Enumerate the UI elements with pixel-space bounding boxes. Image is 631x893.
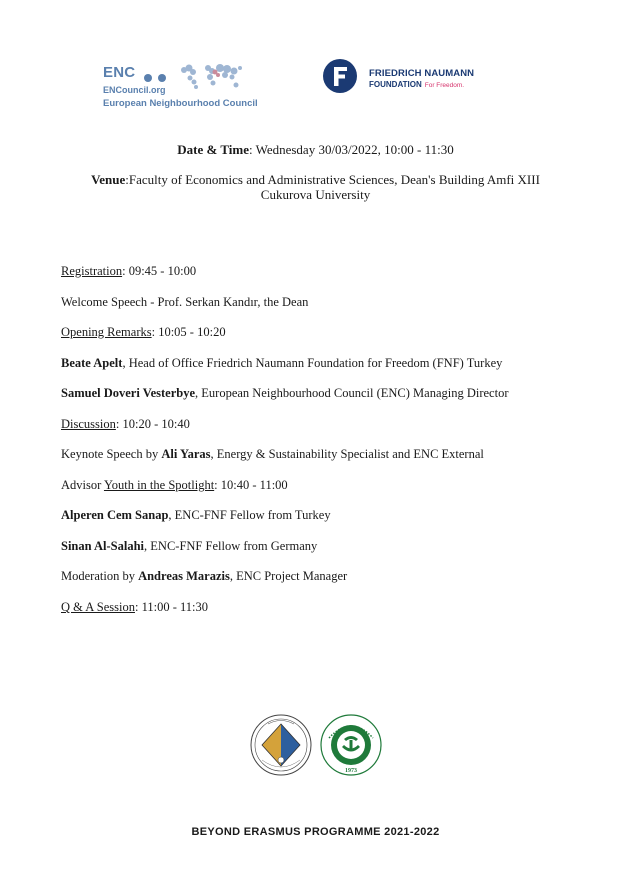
enc-logo-url: ENCouncil.org [103, 85, 166, 95]
agenda-qa [61, 600, 208, 615]
fellow1-name: Alperen Cem Sanap [61, 508, 169, 522]
speaker2-name: Samuel Doveri Vesterbye [61, 386, 196, 400]
agenda-discussion [61, 417, 190, 432]
fellow2-role: , ENC-FNF Fellow from Germany [144, 539, 318, 553]
discussion-time: : 10:20 - 10:40 [115, 417, 190, 431]
seal-year: 1973 [345, 768, 357, 774]
fnf-logo-line1: FRIEDRICH NAUMANN [369, 68, 475, 79]
moderation-role: , ENC Project Manager [229, 569, 348, 583]
keynote-name: Ali Yaras [161, 447, 211, 461]
youth-label: Youth in the Spotlight [103, 478, 215, 492]
agenda-moderation [61, 569, 347, 584]
keynote-role: , Energy & Sustainability Specialist and ENC External [210, 447, 484, 461]
advisor-text: Advisor [61, 478, 104, 492]
opening-time: : 10:05 - 10:20 [151, 325, 226, 339]
registration-label: Registration [61, 264, 123, 278]
qa-label: Q & A Session [61, 600, 135, 614]
enc-logo-name: European Neighbourhood Council [103, 98, 258, 109]
agenda-speaker-1 [61, 356, 502, 371]
fnf-logo [322, 58, 492, 98]
opening-label: Opening Remarks [61, 325, 152, 339]
agenda-registration [61, 264, 196, 279]
venue-line-2: Cukurova University [260, 187, 371, 202]
qa-time: : 11:00 - 11:30 [134, 600, 209, 614]
faculty-seal-icon [250, 714, 312, 776]
discussion-label: Discussion [61, 417, 116, 431]
keynote-prefix: Keynote Speech by [61, 447, 162, 461]
fnf-logo-line2: FOUNDATION For Freedom. [369, 80, 465, 89]
venue-line [0, 172, 631, 188]
datetime-value: : Wednesday 30/03/2022, 10:00 - 11:30 [248, 142, 454, 157]
world-map-icon [178, 60, 244, 92]
agenda-fellow-1 [61, 508, 331, 523]
fellow1-role: , ENC-FNF Fellow from Turkey [168, 508, 331, 522]
datetime-label: Date & Time [177, 142, 249, 157]
fnf-logo-icon [322, 58, 358, 94]
speaker1-name: Beate Apelt [61, 356, 123, 370]
agenda-keynote [61, 447, 484, 462]
fellow2-name: Sinan Al-Salahi [61, 539, 145, 553]
datetime-line [0, 142, 631, 158]
agenda-speaker-2 [61, 386, 508, 401]
agenda-fellow-2 [61, 539, 317, 554]
venue-value: :Faculty of Economics and Administrative Sciences, Dean's Building Amfi XIII [125, 172, 540, 187]
enc-logo [100, 58, 258, 114]
youth-time: : 10:40 - 11:00 [214, 478, 288, 492]
enc-logo-title: ENC [103, 64, 136, 81]
venue-label: Venue [91, 172, 126, 187]
agenda-youth [61, 478, 288, 493]
fnf-logo-tagline: For Freedom. [424, 82, 465, 89]
cukurova-university-seal-icon [320, 714, 382, 776]
speaker2-role: , European Neighbourhood Council (ENC) Managing Director [195, 386, 509, 400]
agenda-welcome: Welcome Speech - Prof. Serkan Kandır, the Dean [61, 295, 309, 309]
footer-programme: BEYOND ERASMUS PROGRAMME 2021-2022 [191, 826, 440, 838]
agenda-opening [61, 325, 226, 340]
speaker1-role: , Head of Office Friedrich Naumann Foundation for Freedom (FNF) Turkey [122, 356, 503, 370]
moderation-name: Andreas Marazis [138, 569, 230, 583]
moderation-prefix: Moderation by [61, 569, 139, 583]
registration-time: : 09:45 - 10:00 [122, 264, 197, 278]
